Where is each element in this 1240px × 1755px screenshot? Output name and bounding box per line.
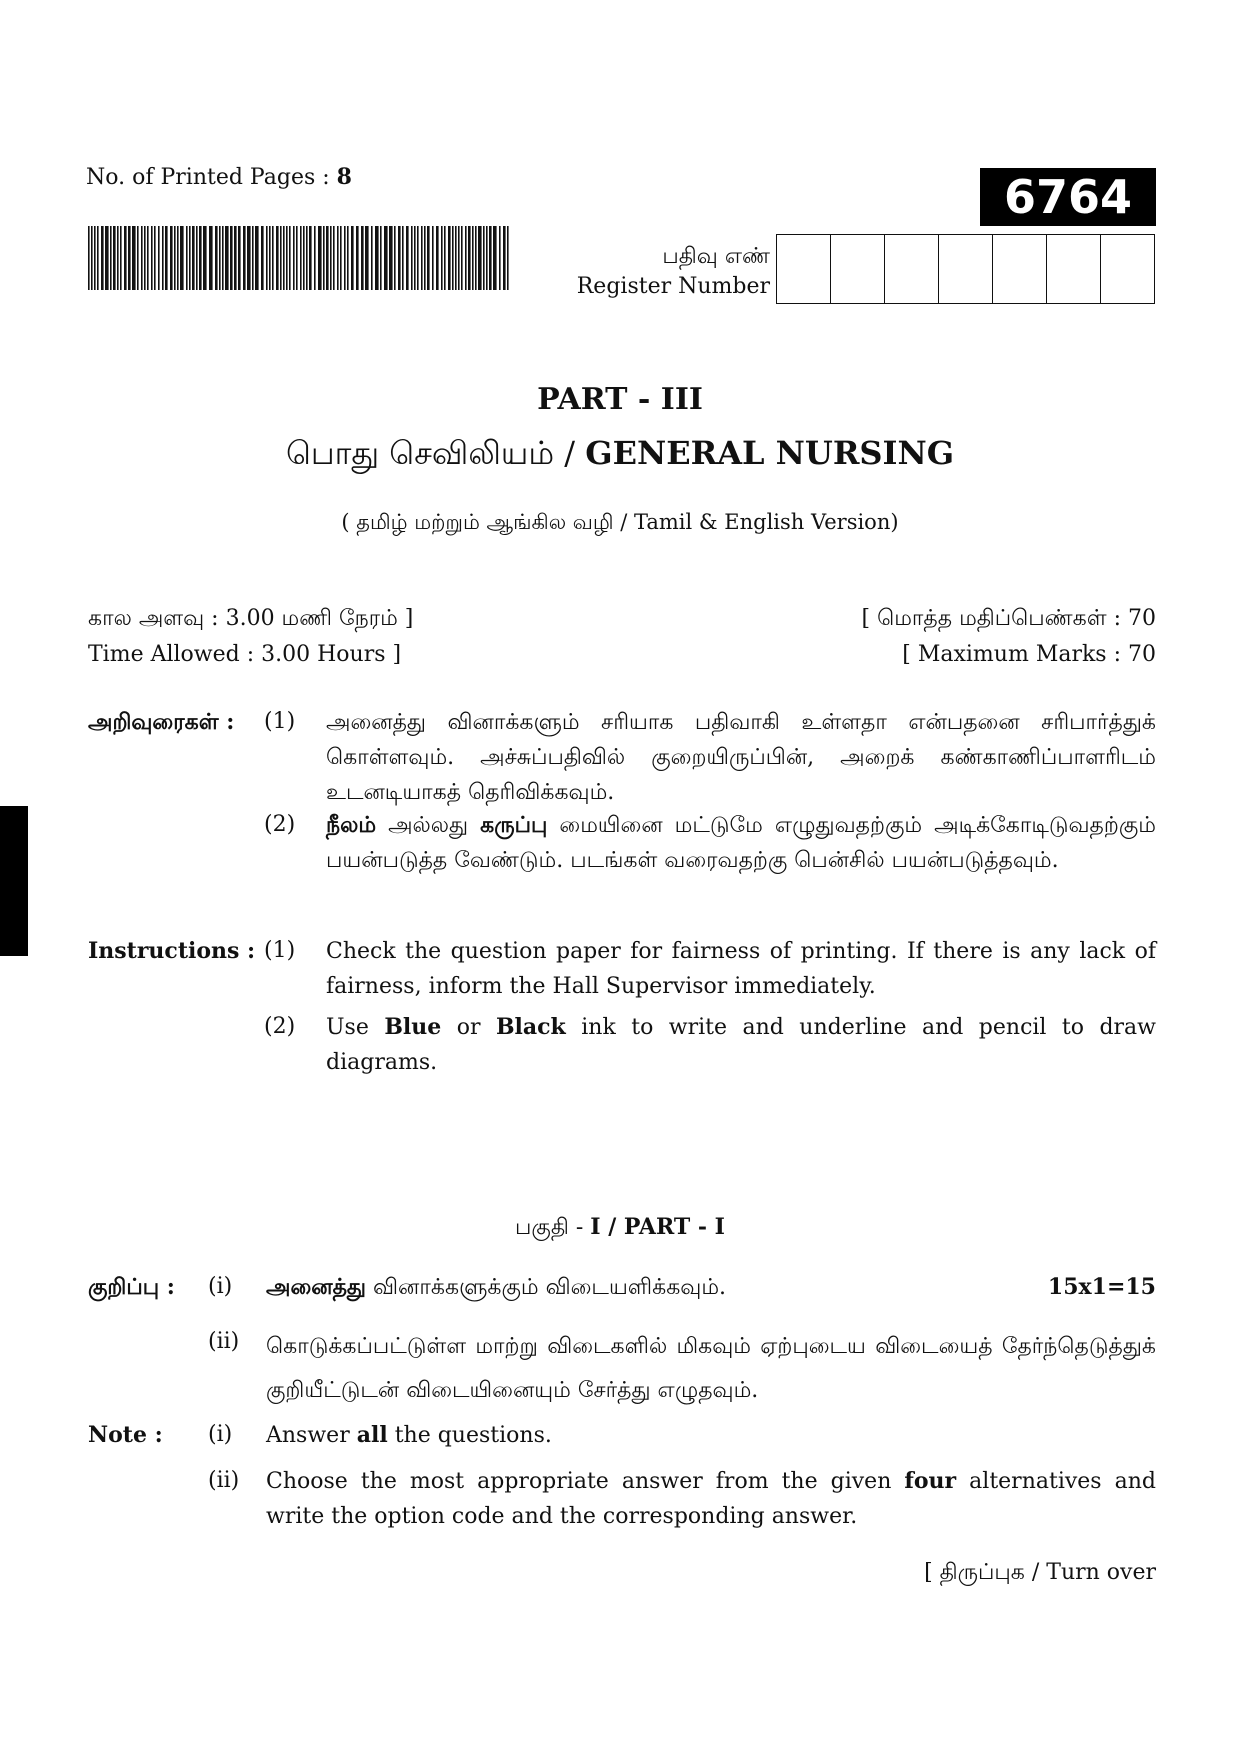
- time-allowed-english: Time Allowed : 3.00 Hours ]: [88, 642, 402, 667]
- register-digit-box[interactable]: [1100, 235, 1154, 303]
- time-allowed-tamil: கால அளவு : 3.00 மணி நேரம் ]: [88, 606, 414, 631]
- section-title: பகுதி - I / PART - I: [515, 1214, 725, 1240]
- instruction-english-1: Check the question paper for fairness of printing. If there is any lack of fairness, inform the Hall Supervisor immediately.: [326, 939, 1156, 999]
- part-title: PART - III: [537, 382, 703, 417]
- instruction-number: (2): [264, 812, 296, 837]
- instruction-number: (1): [264, 938, 296, 963]
- register-digit-box[interactable]: [884, 235, 938, 303]
- note-label-english: Note :: [88, 1422, 163, 1448]
- register-label-tamil: பதிவு எண்: [662, 244, 770, 269]
- register-digit-box[interactable]: [992, 235, 1046, 303]
- version-line: ( தமிழ் மற்றும் ஆங்கில வழி / Tamil & English Version): [341, 510, 899, 534]
- paper-code-badge: [980, 168, 1156, 226]
- note-number: (i): [208, 1422, 233, 1447]
- instruction-tamil-1: அனைத்து வினாக்களும் சரியாக பதிவாகி உள்ளதா என்பதனை சரிபார்த்துக் கொள்ளவும். அச்சுப்பதிவில் குறையிருப்பின், அறைக் கண்காணிப்பாளரிடம் உடனடியாகத் தெரிவிக்கவும்.: [326, 710, 1156, 805]
- note-english-2: Choose the most appropriate answer from the given four alternatives and write the option code and the corresponding answer.: [266, 1468, 1156, 1529]
- note-tamil-2: கொடுக்கப்பட்டுள்ள மாற்று விடைகளில் மிகவும் ஏற்புடைய விடையைத் தேர்ந்தெடுத்துக் குறியீட்டுடன் விடையினையும் சேர்த்து எழுதவும்.: [266, 1334, 1156, 1403]
- register-digit-box[interactable]: [938, 235, 992, 303]
- instruction-english-2: Use Blue or Black ink to write and underline and pencil to draw diagrams.: [326, 1014, 1157, 1075]
- note-english-1: Answer all the questions.: [266, 1422, 552, 1448]
- instructions-label-tamil: அறிவுரைகள் :: [88, 709, 235, 735]
- register-digit-box[interactable]: [830, 235, 884, 303]
- subject-title: பொது செவிலியம் / GENERAL NURSING: [285, 434, 955, 472]
- note-label-tamil: குறிப்பு :: [88, 1274, 175, 1300]
- note-tamil-1: அனைத்து வினாக்களுக்கும் விடையளிக்கவும்.: [266, 1274, 727, 1300]
- maximum-marks-tamil: [ மொத்த மதிப்பெண்கள் : 70: [861, 606, 1156, 631]
- register-digit-box[interactable]: [777, 235, 830, 303]
- note-number: (ii): [208, 1329, 240, 1354]
- turn-over-label: [ திருப்புக / Turn over: [924, 1560, 1156, 1585]
- register-digit-box[interactable]: [1046, 235, 1100, 303]
- register-number-boxes: [776, 234, 1155, 304]
- printed-pages-value: 8: [336, 164, 352, 190]
- barcode-image: [88, 226, 510, 290]
- instructions-label-english: Instructions :: [88, 938, 256, 964]
- margin-marker-bar: [0, 806, 28, 956]
- note-number: (ii): [208, 1468, 240, 1493]
- instruction-tamil-2: நீலம் அல்லது கருப்பு மையினை மட்டுமே எழுதுவதற்கும் அடிக்கோடிடுவதற்கும் பயன்படுத்த வேண்டும். படங்கள் வரைவதற்கு பென்சில் பயன்படுத்தவும்.: [326, 812, 1156, 873]
- marks-formula: 15x1=15: [1047, 1274, 1156, 1300]
- maximum-marks-english: [ Maximum Marks : 70: [902, 642, 1156, 667]
- register-label-english: Register Number: [576, 274, 770, 299]
- paper-code: 6764: [1003, 170, 1133, 224]
- instruction-number: (2): [264, 1014, 296, 1039]
- note-number: (i): [208, 1274, 233, 1299]
- instruction-number: (1): [264, 709, 296, 734]
- printed-pages-label: No. of Printed Pages : 8: [86, 164, 352, 190]
